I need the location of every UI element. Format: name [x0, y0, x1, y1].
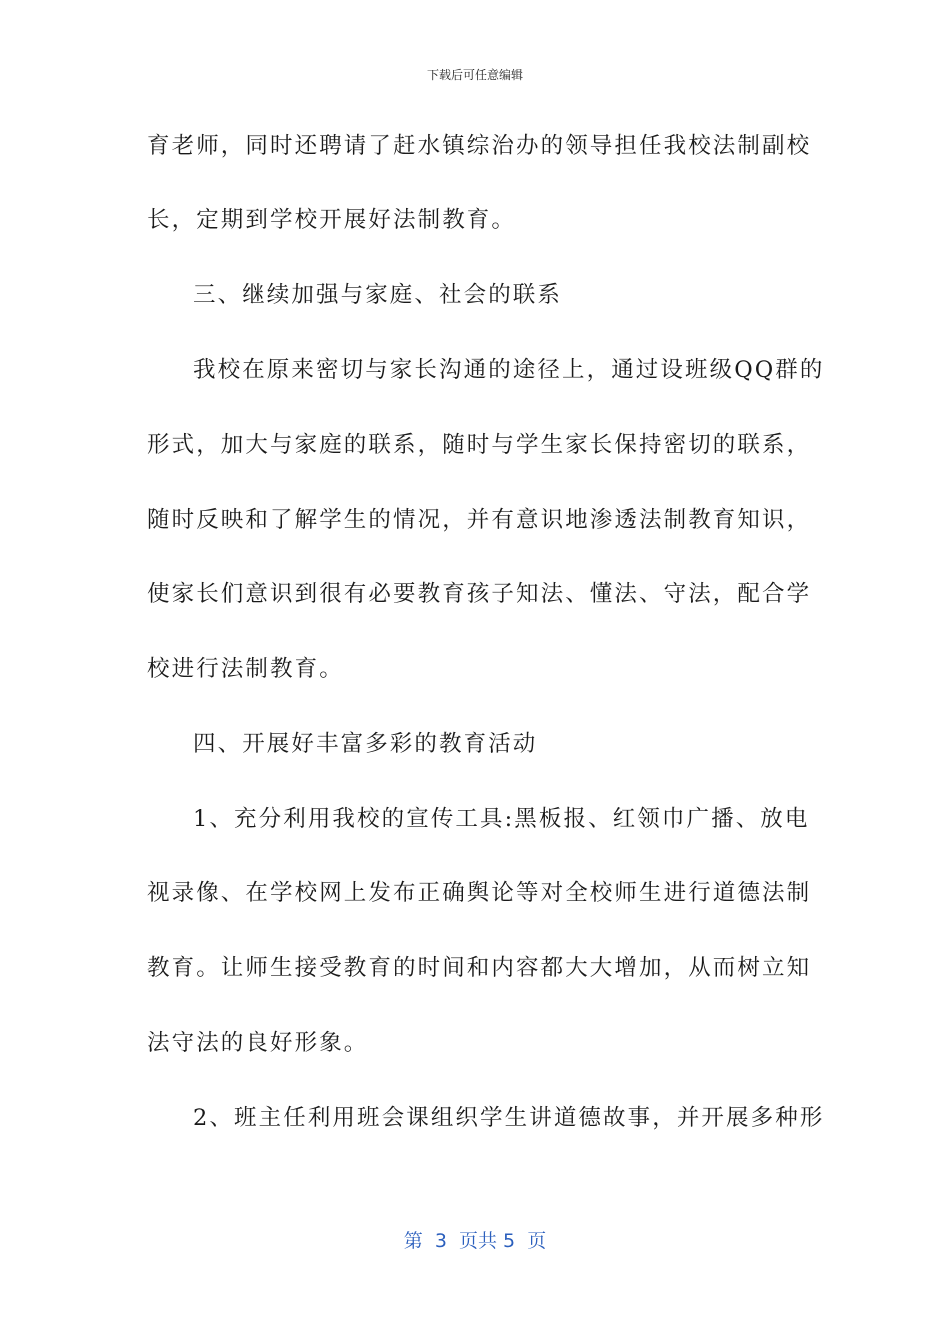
page-number: 第 3 页共 5 页 — [403, 1230, 547, 1252]
text-line: 1、充分利用我校的宣传工具:黑板报、红领巾广播、放电 — [193, 806, 810, 832]
text-line: 视录像、在学校网上发布正确舆论等对全校师生进行道德法制 — [147, 880, 812, 906]
text-line: 校进行法制教育。 — [147, 656, 344, 682]
section-heading: 三、继续加强与家庭、社会的联系 — [193, 282, 563, 308]
text-line: 我校在原来密切与家长沟通的途径上，通过设班级QQ群的 — [193, 357, 825, 383]
text-line: 随时反映和了解学生的情况，并有意识地渗透法制教育知识， — [147, 507, 812, 533]
text-line: 长，定期到学校开展好法制教育。 — [147, 207, 517, 233]
text-line: 使家长们意识到很有必要教育孩子知法、懂法、守法，配合学 — [147, 581, 812, 607]
text-line: 2、班主任利用班会课组织学生讲道德故事，并开展多种形 — [193, 1105, 825, 1131]
text-line: 形式，加大与家庭的联系，随时与学生家长保持密切的联系， — [147, 432, 812, 458]
text-line: 法守法的良好形象。 — [147, 1030, 369, 1056]
text-line: 教育。让师生接受教育的时间和内容都大大增加，从而树立知 — [147, 955, 812, 981]
text-line: 育老师，同时还聘请了赶水镇综治办的领导担任我校法制副校 — [147, 133, 812, 159]
section-heading: 四、开展好丰富多彩的教育活动 — [193, 731, 538, 757]
header-note: 下载后可任意编辑 — [426, 68, 523, 82]
